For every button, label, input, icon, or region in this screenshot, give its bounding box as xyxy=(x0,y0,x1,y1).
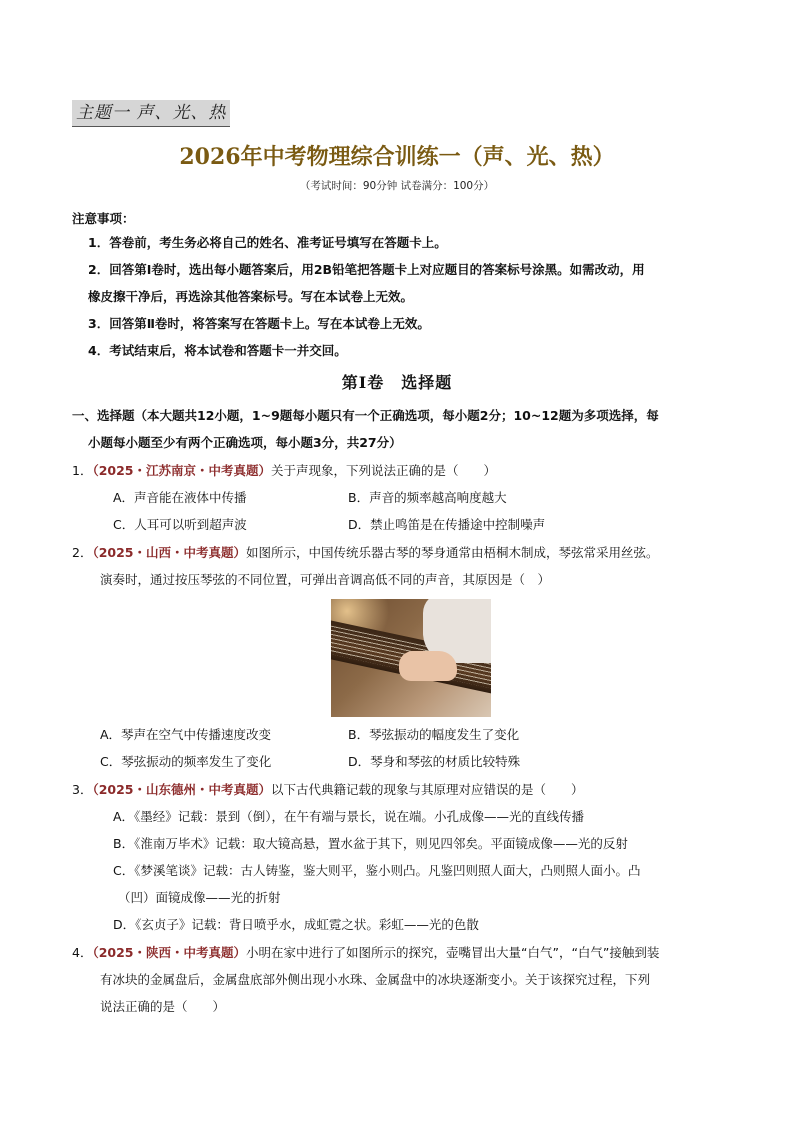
notice-item-2-cont: 橡皮擦干净后，再选涂其他答案标号。写在本试卷上无效。 xyxy=(88,289,414,304)
question-2 xyxy=(72,545,659,561)
question-stem-cont: 说法正确的是（ ） xyxy=(100,999,226,1014)
topic-label: 主题一 声、光、热 xyxy=(72,100,230,127)
question-3 xyxy=(72,782,584,798)
section-title: 第Ⅰ卷 选择题 xyxy=(341,373,453,392)
question-1 xyxy=(72,463,496,479)
option-d: D．琴身和琴弦的材质比较特殊 xyxy=(348,754,521,769)
question-stem-cont: 有冰块的金属盘后，金属盘底部外侧出现小水珠、金属盘中的冰块逐渐变小。关于该探究过程，下列 xyxy=(100,972,651,987)
option-d: D．禁止鸣笛是在传播途中控制噪声 xyxy=(348,517,546,532)
question-stem: 如图所示，中国传统乐器古琴的琴身通常由梧桐木制成，琴弦常采用丝弦。 xyxy=(246,545,659,560)
option-c: C．《梦溪笔谈》记载：古人铸鉴，鉴大则平，鉴小则凸。凡鉴凹则照人面大，凸则照人面小。凸 xyxy=(113,863,641,878)
question-stem-cont: 演奏时，通过按压琴弦的不同位置，可弹出音调高低不同的声音，其原因是（ ） xyxy=(100,572,551,587)
option-b: B．琴弦振动的幅度发生了变化 xyxy=(348,727,520,742)
part-heading-cont: 小题每小题至少有两个正确选项，每小题3分，共27分） xyxy=(88,435,402,450)
question-source: （2025・山西・中考真题） xyxy=(92,545,246,560)
player-hand xyxy=(399,651,457,681)
question-source: （2025・陕西・中考真题） xyxy=(92,945,246,960)
question-number: 4． xyxy=(72,945,93,960)
question-source: （2025・山东德州・中考真题） xyxy=(92,782,271,797)
question-stem: 关于声现象，下列说法正确的是（ ） xyxy=(271,463,497,478)
exam-info: （考试时间：90分钟 试卷满分：100分） xyxy=(299,180,495,192)
notice-item-3: 3．回答第Ⅱ卷时，将答案写在答题卡上。写在本试卷上无效。 xyxy=(88,316,430,331)
option-b: B．声音的频率越高响度越大 xyxy=(348,490,507,505)
part-heading: 一、选择题（本大题共12小题，1~9题每小题只有一个正确选项，每小题2分；10~12题为多项选择，每 xyxy=(72,408,659,423)
question-stem: 小明在家中进行了如图所示的探究，壶嘴冒出大量“白气”，“白气”接触到装 xyxy=(246,945,660,960)
question-source: （2025・江苏南京・中考真题） xyxy=(92,463,271,478)
option-a: A．《墨经》记载：景到（倒），在午有端与景长，说在端。小孔成像——光的直线传播 xyxy=(113,809,585,824)
option-a: A．声音能在液体中传播 xyxy=(113,490,247,505)
option-d: D．《玄贞子》记载：背日喷乎水，成虹霓之状。彩虹——光的色散 xyxy=(113,917,479,932)
notice-heading: 注意事项： xyxy=(72,211,135,226)
page-title: 2026年中考物理综合训练一（声、光、热） xyxy=(179,144,615,170)
option-c: C．琴弦振动的频率发生了变化 xyxy=(100,754,272,769)
question-number: 2． xyxy=(72,545,93,560)
option-a: A．琴声在空气中传播速度改变 xyxy=(100,727,272,742)
question-number: 1． xyxy=(72,463,93,478)
notice-item-2: 2．回答第Ⅰ卷时，选出每小题答案后，用2B铅笔把答题卡上对应题目的答案标号涂黑。如需改动，用 xyxy=(88,262,645,277)
notice-item-4: 4．考试结束后，将本试卷和答题卡一并交回。 xyxy=(88,343,347,358)
option-c-cont: （凹）面镜成像——光的折射 xyxy=(118,890,281,905)
question-stem: 以下古代典籍记载的现象与其原理对应错误的是（ ） xyxy=(271,782,584,797)
guqin-photo xyxy=(331,599,491,717)
question-4 xyxy=(72,945,659,961)
option-c: C．人耳可以听到超声波 xyxy=(113,517,247,532)
notice-item-1: 1．答卷前，考生务必将自己的姓名、准考证号填写在答题卡上。 xyxy=(88,235,447,250)
question-number: 3． xyxy=(72,782,93,797)
option-b: B．《淮南万毕术》记载：取大镜高悬，置水盆于其下，则见四邻矣。平面镜成像——光的反射 xyxy=(113,836,628,851)
